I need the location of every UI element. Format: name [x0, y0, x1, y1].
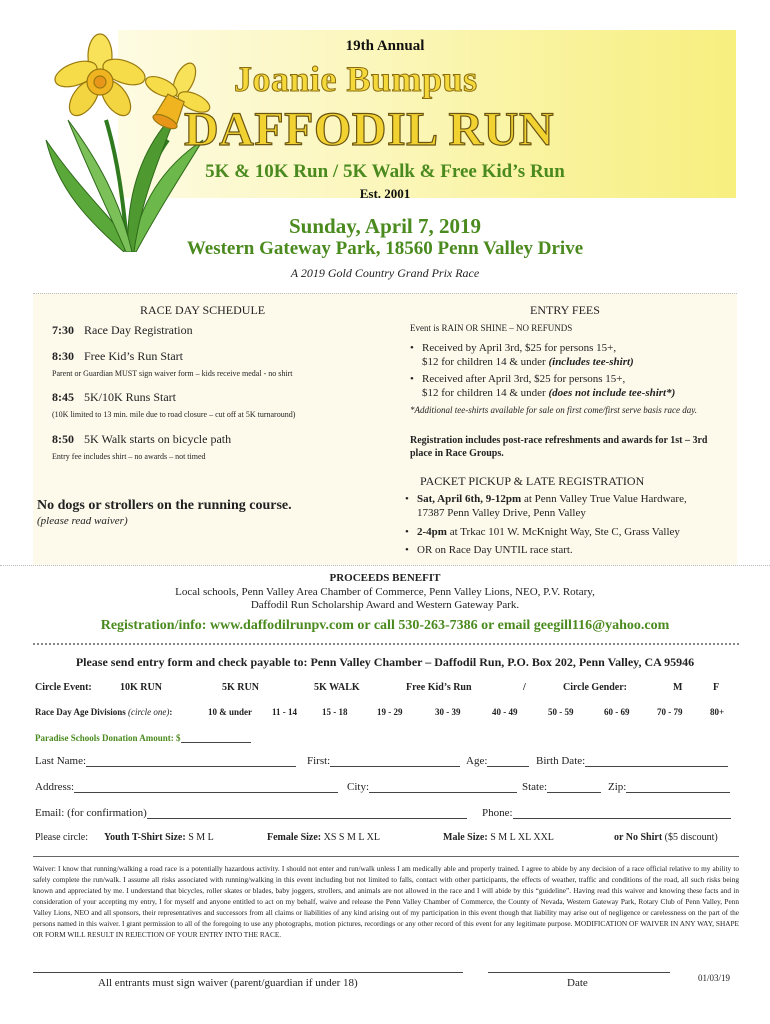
- fee-late: • Received after April 3rd, $25 for persons 15+, $12 for children 14 & under (does not include tee-shirt*): [410, 373, 676, 399]
- packet-pickup-raceday: • OR on Race Day UNTIL race start.: [405, 544, 573, 556]
- city-field[interactable]: City:: [347, 781, 517, 793]
- event-option-5k-run[interactable]: 5K RUN: [222, 682, 259, 693]
- rain-or-shine-note: Event is RAIN OR SHINE – NO REFUNDS: [410, 323, 573, 333]
- age-option[interactable]: 80+: [710, 707, 725, 717]
- schedule-item: 8:45 5K/10K Runs Start: [52, 390, 177, 404]
- registration-includes: Registration includes post-race refreshments and awards for 1st – 3rd place in Race Groups.: [410, 435, 708, 459]
- age-option[interactable]: 19 - 29: [377, 707, 403, 717]
- gender-option-f[interactable]: F: [713, 682, 720, 693]
- packet-pickup-trkac: • 2-4pm at Trkac 101 W. McKnight Way, Ste C, Grass Valley: [405, 526, 680, 538]
- packet-pickup-heading: PACKET PICKUP & LATE REGISTRATION: [420, 474, 645, 488]
- schedule-note: Entry fee includes shirt – no awards – not timed: [52, 452, 206, 461]
- revision-date: 01/03/19: [698, 973, 731, 983]
- waiver-text: Waiver: I know that running/walking a road race is a potentially hazardous activity. I should not enter and run/walk unless I am medically able and properly trained. I agree to abide by any decision of a race official relative to my ability to safely complete the run/walk. I assume all risks associated with running/walking in this event including but not limited to falls, contact with other participants, the effects of weather, traffic and conditions of the road, all such risks being known and appreciated by me. I understand that bicycles, roller skates or blades, baby joggers, strollers, and animals are not allowed in the race and I will abide by this “guideline”. Having read this waiver and knowing these facts and in consideration of your accepting my entry, I for myself and anyone entitled to act on my behalf, waive and release the Penn Valley Chamber of Commerce, the County of Nevada, Western Gateway Park, Rotary Club of Penn Valley, Penn Valley Lions, NEO and all sponsors, their representatives and successors from all claims or liabilities of any kind arising out of my participation in this event though that liability may arise out of negligence or carelessness on the part of the persons named in this waiver. I grant permission to all of the foregoing to use any photographs, motion pictures, recordings or any other record of this event for any legitimate purpose. MODIFICATION OF WAIVER IN ANY WAY, SHAPE OR FORM WILL RESULT IN REJECTION OF YOUR ENTRY INTO THE RACE.: [33, 864, 739, 939]
- bullet-icon: •: [405, 493, 409, 505]
- age-option[interactable]: 60 - 69: [604, 707, 630, 717]
- male-shirt-size[interactable]: Male Size: S M L XL XXL: [443, 832, 554, 843]
- proceeds-heading: PROCEEDS BENEFIT: [329, 572, 441, 584]
- birth-date-field[interactable]: Birth Date:: [536, 755, 728, 767]
- age-option[interactable]: 11 - 14: [272, 707, 298, 717]
- age-option[interactable]: 70 - 79: [657, 707, 683, 717]
- schedule-item: 8:30 Free Kid’s Run Start: [52, 349, 183, 363]
- signature-label: All entrants must sign waiver (parent/guardian if under 18): [98, 977, 358, 989]
- age-field[interactable]: Age:: [466, 755, 529, 767]
- no-shirt-option[interactable]: or No Shirt ($5 discount): [614, 832, 718, 843]
- circle-gender-label: Circle Gender:: [563, 682, 627, 693]
- event-option-10k[interactable]: 10K RUN: [120, 682, 162, 693]
- gender-option-m[interactable]: M: [673, 682, 683, 693]
- event-date: Sunday, April 7, 2019: [289, 214, 481, 238]
- age-option[interactable]: 10 & under: [208, 707, 253, 717]
- cut-line: [33, 643, 739, 645]
- email-field[interactable]: Email: (for confirmation): [35, 807, 467, 819]
- last-name-field[interactable]: Last Name:: [35, 755, 296, 767]
- waiver-divider: [33, 856, 739, 857]
- schedule-heading: RACE DAY SCHEDULE: [140, 303, 266, 317]
- first-name-field[interactable]: First:: [307, 755, 460, 767]
- additional-shirts-note: *Additional tee-shirts available for sale on first come/first serve basis race day.: [410, 405, 697, 415]
- established-label: Est. 2001: [359, 186, 411, 201]
- registration-info-link[interactable]: Registration/info: www.daffodilrunpv.com or call 530-263-7386 or email geegill116@yahoo.com: [100, 618, 670, 633]
- zip-field[interactable]: Zip:: [608, 781, 730, 793]
- youth-shirt-size[interactable]: Youth T-Shirt Size: S M L: [104, 832, 214, 843]
- bullet-icon: •: [410, 373, 414, 385]
- age-option[interactable]: 50 - 59: [548, 707, 574, 717]
- signature-line[interactable]: [33, 972, 463, 973]
- bullet-icon: •: [405, 544, 409, 556]
- event-option-kids-run[interactable]: Free Kid’s Run: [406, 682, 472, 693]
- date-line[interactable]: [488, 972, 670, 973]
- please-circle-label: Please circle:: [35, 832, 89, 843]
- packet-pickup-saturday: • Sat, April 6th, 9-12pm at Penn Valley True Value Hardware, 17387 Penn Valley Drive, Penn Valley: [405, 493, 687, 519]
- age-option[interactable]: 30 - 39: [435, 707, 461, 717]
- event-subtitle: 5K & 10K Run / 5K Walk & Free Kid’s Run: [205, 161, 565, 182]
- annual-label: 19th Annual: [345, 38, 425, 54]
- phone-field[interactable]: Phone:: [482, 807, 731, 819]
- donation-field[interactable]: Paradise Schools Donation Amount: $: [35, 733, 251, 743]
- female-shirt-size[interactable]: Female Size: XS S M L XL: [267, 832, 380, 843]
- panel-divider: [0, 565, 770, 566]
- date-label: Date: [567, 977, 588, 989]
- schedule-item: 7:30 Race Day Registration: [52, 323, 193, 337]
- race-series: A 2019 Gold Country Grand Prix Race: [290, 266, 480, 280]
- circle-event-label: Circle Event:: [35, 682, 92, 693]
- schedule-item: 8:50 5K Walk starts on bicycle path: [52, 432, 232, 446]
- read-waiver-note: (please read waiver): [37, 515, 128, 527]
- proceeds-beneficiaries: Local schools, Penn Valley Area Chamber of Commerce, Penn Valley Lions, NEO, P.V. Rotary, Daffodil Run Scholarship Award and Western Gateway Park.: [175, 586, 595, 611]
- schedule-note: Parent or Guardian MUST sign waiver form – kids receive medal - no shirt: [52, 369, 293, 378]
- event-option-5k-walk[interactable]: 5K WALK: [314, 682, 360, 693]
- payable-to: Please send entry form and check payable to: Penn Valley Chamber – Daffodil Run, P.O. Box 202, Penn Valley, CA 95946: [75, 655, 695, 669]
- bullet-icon: •: [410, 342, 414, 354]
- age-option[interactable]: 40 - 49: [492, 707, 518, 717]
- event-venue: Western Gateway Park, 18560 Penn Valley Drive: [186, 238, 584, 259]
- event-honoree-title: Joanie Bumpus: [234, 59, 478, 99]
- no-dogs-notice: No dogs or strollers on the running course.: [37, 498, 292, 513]
- schedule-note: (10K limited to 13 min. mile due to road closure – cut off at 5K turnaround): [52, 410, 296, 419]
- fee-early: • Received by April 3rd, $25 for persons 15+, $12 for children 14 & under (includes tee-shirt): [410, 342, 634, 368]
- age-divisions-label: Race Day Age Divisions (circle one):: [35, 707, 173, 717]
- event-title: DAFFODIL RUN: [184, 103, 555, 156]
- address-field[interactable]: Address:: [35, 781, 338, 793]
- age-option[interactable]: 15 - 18: [322, 707, 348, 717]
- bullet-icon: •: [405, 526, 409, 538]
- separator-slash: /: [523, 682, 526, 693]
- fees-heading: ENTRY FEES: [530, 303, 600, 317]
- state-field[interactable]: State:: [522, 781, 601, 793]
